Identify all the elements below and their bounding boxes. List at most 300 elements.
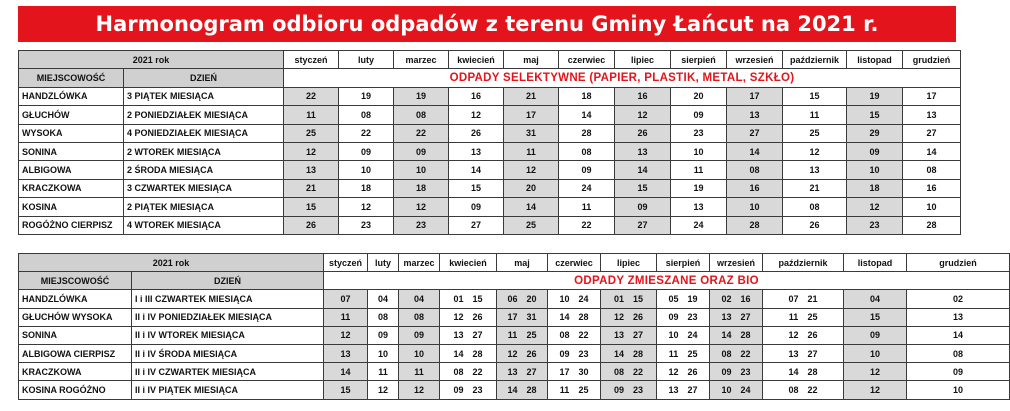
table-header-row — [19, 51, 961, 69]
date-value: 22 — [578, 330, 589, 341]
date-cell: 26 — [284, 216, 339, 234]
date-pair — [609, 294, 649, 304]
collection-day: I i III CZWARTEK MIESIĄCA — [132, 290, 324, 308]
date-value: 23 — [632, 384, 643, 395]
date-cell: 10 — [399, 344, 440, 362]
year-header: 2021 rok — [19, 51, 284, 69]
date-cell: 17 — [903, 87, 961, 105]
table-row — [19, 142, 961, 160]
date-cell: 17 — [727, 87, 783, 105]
date-value: 08 — [613, 366, 624, 377]
date-pair — [783, 330, 823, 340]
date-cell: 10 — [671, 142, 727, 160]
date-cell — [657, 344, 710, 362]
date-value: 10 — [668, 330, 679, 341]
date-value: 08 — [721, 348, 732, 359]
date-pair — [502, 367, 542, 377]
date-cell: 11 — [559, 198, 615, 216]
date-cell: 14 — [324, 363, 368, 381]
date-cell: 17 — [504, 106, 559, 124]
date-cell — [657, 363, 710, 381]
date-cell: 15 — [844, 308, 907, 326]
date-cell: 15 — [783, 87, 847, 105]
date-cell: 27 — [727, 124, 783, 142]
month-header: luty — [368, 254, 399, 272]
date-cell: 13 — [907, 308, 1010, 326]
date-cell: 24 — [559, 179, 615, 197]
date-cell: 19 — [394, 87, 449, 105]
date-pair — [716, 367, 756, 377]
collection-day: 4 PONIEDZIAŁEK MIESIĄCA — [124, 124, 284, 142]
month-header: październik — [763, 254, 844, 272]
date-value: 28 — [740, 330, 751, 341]
date-cell — [601, 326, 657, 344]
date-value: 16 — [740, 293, 751, 304]
date-pair — [783, 294, 823, 304]
collection-day: 2 PONIEDZIAŁEK MIESIĄCA — [124, 106, 284, 124]
date-value: 02 — [721, 293, 732, 304]
month-header: grudzień — [907, 254, 1010, 272]
date-value: 22 — [472, 366, 483, 377]
date-cell: 28 — [727, 216, 783, 234]
date-cell — [548, 326, 601, 344]
date-cell — [763, 290, 844, 308]
table-subheader-row — [19, 69, 961, 87]
date-pair — [554, 349, 594, 359]
place-name: ROGÓŻNO CIERPISZ — [19, 216, 124, 234]
date-value: 26 — [807, 330, 818, 341]
date-cell: 09 — [449, 198, 504, 216]
date-value: 31 — [526, 312, 537, 323]
date-cell — [440, 308, 497, 326]
date-value: 28 — [472, 348, 483, 359]
table-subheader-row — [19, 272, 1010, 290]
date-pair — [554, 385, 594, 395]
date-cell: 08 — [339, 106, 394, 124]
date-cell: 12 — [324, 326, 368, 344]
date-pair — [502, 349, 542, 359]
date-cell: 23 — [394, 216, 449, 234]
date-cell — [763, 344, 844, 362]
date-value: 27 — [687, 384, 698, 395]
date-cell — [710, 326, 763, 344]
date-cell: 10 — [727, 198, 783, 216]
table-row — [19, 363, 1010, 381]
table-row — [19, 290, 1010, 308]
date-value: 23 — [578, 348, 589, 359]
date-value: 11 — [788, 312, 799, 323]
date-cell: 12 — [284, 142, 339, 160]
date-cell — [497, 326, 548, 344]
date-cell — [548, 308, 601, 326]
date-value: 27 — [526, 366, 537, 377]
date-value: 28 — [578, 312, 589, 323]
place-name: GŁUCHÓW — [19, 106, 124, 124]
date-cell — [440, 344, 497, 362]
place-name: KOSINA — [19, 198, 124, 216]
date-cell: 18 — [394, 179, 449, 197]
date-cell: 23 — [671, 124, 727, 142]
date-cell: 19 — [847, 87, 903, 105]
date-value: 25 — [526, 330, 537, 341]
table-header-row — [19, 254, 1010, 272]
date-cell: 09 — [907, 363, 1010, 381]
collection-day: 4 WTOREK MIESIĄCA — [124, 216, 284, 234]
date-value: 01 — [453, 293, 464, 304]
date-cell — [497, 344, 548, 362]
date-cell: 14 — [727, 142, 783, 160]
date-pair — [448, 349, 488, 359]
date-cell: 12 — [449, 106, 504, 124]
date-cell: 29 — [847, 124, 903, 142]
place-name: KRACZKOWA — [19, 363, 132, 381]
date-cell — [710, 344, 763, 362]
date-cell — [601, 363, 657, 381]
table-row — [19, 381, 1010, 399]
date-value: 26 — [687, 366, 698, 377]
collection-day: II i IV ŚRODA MIESIĄCA — [132, 344, 324, 362]
date-cell: 10 — [907, 381, 1010, 399]
date-cell: 21 — [783, 179, 847, 197]
date-cell: 11 — [284, 106, 339, 124]
date-cell: 26 — [615, 124, 671, 142]
date-cell: 12 — [504, 161, 559, 179]
date-value: 15 — [472, 293, 483, 304]
date-cell: 25 — [504, 216, 559, 234]
date-cell: 27 — [615, 216, 671, 234]
date-value: 25 — [578, 384, 589, 395]
date-value: 09 — [668, 312, 679, 323]
date-cell: 04 — [844, 290, 907, 308]
date-cell: 11 — [368, 363, 399, 381]
date-cell: 22 — [284, 87, 339, 105]
date-value: 14 — [788, 366, 799, 377]
date-cell: 28 — [903, 216, 961, 234]
date-value: 14 — [559, 312, 570, 323]
date-cell: 11 — [504, 142, 559, 160]
date-cell: 26 — [449, 124, 504, 142]
date-cell — [710, 363, 763, 381]
date-value: 13 — [668, 384, 679, 395]
date-value: 19 — [687, 293, 698, 304]
month-header: lipiec — [615, 51, 671, 69]
date-cell — [548, 344, 601, 362]
date-cell: 09 — [671, 106, 727, 124]
date-cell — [710, 308, 763, 326]
date-pair — [716, 330, 756, 340]
collection-day: II i IV WTOREK MIESIĄCA — [132, 326, 324, 344]
place-name: SONINA — [19, 142, 124, 160]
date-cell: 13 — [615, 142, 671, 160]
date-cell — [497, 290, 548, 308]
date-value: 30 — [578, 366, 589, 377]
date-cell: 23 — [847, 216, 903, 234]
date-pair — [716, 312, 756, 322]
date-cell: 08 — [399, 308, 440, 326]
date-value: 12 — [788, 330, 799, 341]
collection-day: II i IV CZWARTEK MIESIĄCA — [132, 363, 324, 381]
date-pair — [716, 349, 756, 359]
date-cell: 10 — [844, 344, 907, 362]
date-value: 11 — [507, 330, 518, 341]
date-value: 11 — [559, 384, 570, 395]
date-value: 25 — [807, 312, 818, 323]
date-cell: 09 — [559, 161, 615, 179]
date-cell — [601, 381, 657, 399]
date-cell: 14 — [907, 326, 1010, 344]
month-header: październik — [783, 51, 847, 69]
date-pair — [554, 312, 594, 322]
date-pair — [448, 330, 488, 340]
day-header: DZIEŃ — [132, 272, 324, 290]
date-pair — [663, 330, 703, 340]
collection-day: 2 WTOREK MIESIĄCA — [124, 142, 284, 160]
date-pair — [554, 367, 594, 377]
date-cell: 24 — [671, 216, 727, 234]
date-pair — [783, 385, 823, 395]
date-cell: 19 — [671, 179, 727, 197]
date-value: 09 — [613, 384, 624, 395]
date-value: 24 — [687, 330, 698, 341]
date-value: 01 — [613, 293, 624, 304]
date-cell: 18 — [559, 87, 615, 105]
place-name: WYSOKA — [19, 124, 124, 142]
table-row — [19, 216, 961, 234]
date-cell: 18 — [847, 179, 903, 197]
date-pair — [609, 312, 649, 322]
date-value: 13 — [507, 366, 518, 377]
table-row — [19, 124, 961, 142]
date-value: 13 — [721, 312, 732, 323]
date-value: 26 — [632, 312, 643, 323]
date-pair — [663, 385, 703, 395]
date-cell: 09 — [847, 142, 903, 160]
place-name: SONINA — [19, 326, 132, 344]
date-value: 08 — [453, 366, 464, 377]
month-header: styczeń — [324, 254, 368, 272]
table-row — [19, 161, 961, 179]
date-cell: 12 — [783, 142, 847, 160]
place-name: HANDZLÓWKA — [19, 87, 124, 105]
month-header: marzec — [394, 51, 449, 69]
date-cell: 12 — [368, 381, 399, 399]
collection-day: 2 PIĄTEK MIESIĄCA — [124, 198, 284, 216]
month-header: sierpień — [657, 254, 710, 272]
place-header: MIEJSCOWOŚĆ — [19, 272, 132, 290]
date-cell: 27 — [449, 216, 504, 234]
month-header: kwiecień — [449, 51, 504, 69]
date-cell: 08 — [907, 344, 1010, 362]
month-header: listopad — [847, 51, 903, 69]
date-cell: 23 — [339, 216, 394, 234]
date-cell: 14 — [504, 198, 559, 216]
date-cell: 07 — [324, 290, 368, 308]
date-cell: 10 — [368, 344, 399, 362]
date-cell: 16 — [615, 87, 671, 105]
date-cell — [601, 290, 657, 308]
date-pair — [663, 312, 703, 322]
date-value: 20 — [526, 293, 537, 304]
date-cell: 13 — [783, 161, 847, 179]
date-value: 07 — [788, 293, 799, 304]
date-value: 22 — [740, 348, 751, 359]
date-cell: 02 — [907, 290, 1010, 308]
month-header: kwiecień — [440, 254, 497, 272]
date-cell: 08 — [394, 106, 449, 124]
date-value: 11 — [668, 348, 679, 359]
date-cell: 16 — [449, 87, 504, 105]
day-header: DZIEŃ — [124, 69, 284, 87]
date-pair — [716, 385, 756, 395]
date-cell: 10 — [847, 161, 903, 179]
date-cell: 12 — [844, 363, 907, 381]
date-cell: 20 — [671, 87, 727, 105]
date-cell: 10 — [339, 161, 394, 179]
month-header: czerwiec — [548, 254, 601, 272]
date-cell — [440, 326, 497, 344]
date-cell — [548, 290, 601, 308]
date-value: 23 — [740, 366, 751, 377]
date-cell — [657, 381, 710, 399]
place-name: GŁUCHÓW WYSOKA — [19, 308, 132, 326]
date-cell: 11 — [783, 106, 847, 124]
date-cell — [601, 344, 657, 362]
date-cell: 12 — [844, 381, 907, 399]
date-value: 09 — [559, 348, 570, 359]
year-header: 2021 rok — [19, 254, 324, 272]
date-pair — [554, 330, 594, 340]
collection-day: 3 CZWARTEK MIESIĄCA — [124, 179, 284, 197]
date-cell — [763, 363, 844, 381]
date-cell: 09 — [368, 326, 399, 344]
date-cell — [710, 381, 763, 399]
date-cell: 13 — [727, 106, 783, 124]
date-value: 13 — [453, 330, 464, 341]
table-row — [19, 308, 1010, 326]
date-pair — [609, 330, 649, 340]
date-value: 24 — [578, 293, 589, 304]
date-pair — [448, 367, 488, 377]
date-cell: 11 — [671, 161, 727, 179]
date-value: 09 — [721, 366, 732, 377]
date-pair — [554, 294, 594, 304]
date-cell — [440, 363, 497, 381]
month-header: grudzień — [903, 51, 961, 69]
place-name: KOSINA ROGÓŻNO — [19, 381, 132, 399]
month-header: maj — [504, 51, 559, 69]
waste-type-banner: ODPADY ZMIESZANE ORAZ BIO — [324, 272, 1010, 290]
date-cell: 18 — [339, 179, 394, 197]
collection-day: 2 ŚRODA MIESIĄCA — [124, 161, 284, 179]
page-title: Harmonogram odbioru odpadów z terenu Gminy Łańcut na 2021 r. — [18, 6, 956, 42]
place-name: ALBIGOWA CIERPISZ — [19, 344, 132, 362]
month-header: lipiec — [601, 254, 657, 272]
date-cell — [657, 308, 710, 326]
date-value: 14 — [453, 348, 464, 359]
date-cell: 12 — [339, 198, 394, 216]
mixed-waste-schedule-table — [18, 253, 1010, 400]
date-cell: 22 — [559, 216, 615, 234]
date-cell: 15 — [324, 381, 368, 399]
table-row — [19, 326, 1010, 344]
date-cell: 10 — [394, 161, 449, 179]
month-header: wrzesień — [710, 254, 763, 272]
date-value: 10 — [559, 293, 570, 304]
date-cell — [657, 290, 710, 308]
month-header: marzec — [399, 254, 440, 272]
date-value: 23 — [472, 384, 483, 395]
date-cell: 31 — [504, 124, 559, 142]
date-cell: 11 — [324, 308, 368, 326]
date-value: 13 — [613, 330, 624, 341]
date-cell — [440, 290, 497, 308]
date-value: 25 — [687, 348, 698, 359]
place-name: KRACZKOWA — [19, 179, 124, 197]
date-cell: 22 — [394, 124, 449, 142]
month-header: styczeń — [284, 51, 339, 69]
date-cell — [497, 363, 548, 381]
date-pair — [502, 294, 542, 304]
date-pair — [448, 312, 488, 322]
place-header: MIEJSCOWOŚĆ — [19, 69, 124, 87]
date-value: 14 — [507, 384, 518, 395]
date-pair — [783, 367, 823, 377]
date-cell: 08 — [903, 161, 961, 179]
date-cell: 21 — [504, 87, 559, 105]
date-cell: 13 — [903, 106, 961, 124]
date-value: 14 — [721, 330, 732, 341]
date-pair — [502, 312, 542, 322]
date-value: 24 — [740, 384, 751, 395]
date-cell: 15 — [847, 106, 903, 124]
date-pair — [609, 367, 649, 377]
date-pair — [663, 349, 703, 359]
date-cell: 12 — [394, 198, 449, 216]
date-cell: 09 — [615, 198, 671, 216]
date-cell: 12 — [399, 381, 440, 399]
date-value: 17 — [559, 366, 570, 377]
date-cell: 04 — [399, 290, 440, 308]
month-header: luty — [339, 51, 394, 69]
date-pair — [783, 349, 823, 359]
table-row — [19, 106, 961, 124]
date-cell: 28 — [559, 124, 615, 142]
date-cell — [548, 381, 601, 399]
date-value: 26 — [526, 348, 537, 359]
date-cell: 09 — [399, 326, 440, 344]
date-cell — [497, 381, 548, 399]
date-pair — [448, 294, 488, 304]
date-cell: 16 — [903, 179, 961, 197]
date-cell: 12 — [615, 106, 671, 124]
date-value: 28 — [632, 348, 643, 359]
month-header: czerwiec — [559, 51, 615, 69]
table-row — [19, 179, 961, 197]
date-value: 27 — [807, 348, 818, 359]
date-value: 12 — [668, 366, 679, 377]
date-value: 10 — [721, 384, 732, 395]
date-cell: 13 — [324, 344, 368, 362]
waste-type-banner: ODPADY SELEKTYWNE (PAPIER, PLASTIK, METAL, SZKŁO) — [284, 69, 961, 87]
date-cell: 09 — [339, 142, 394, 160]
date-value: 08 — [788, 384, 799, 395]
date-pair — [716, 294, 756, 304]
date-cell — [763, 308, 844, 326]
date-value: 12 — [613, 312, 624, 323]
date-cell: 15 — [615, 179, 671, 197]
date-value: 12 — [453, 312, 464, 323]
table-row — [19, 198, 961, 216]
